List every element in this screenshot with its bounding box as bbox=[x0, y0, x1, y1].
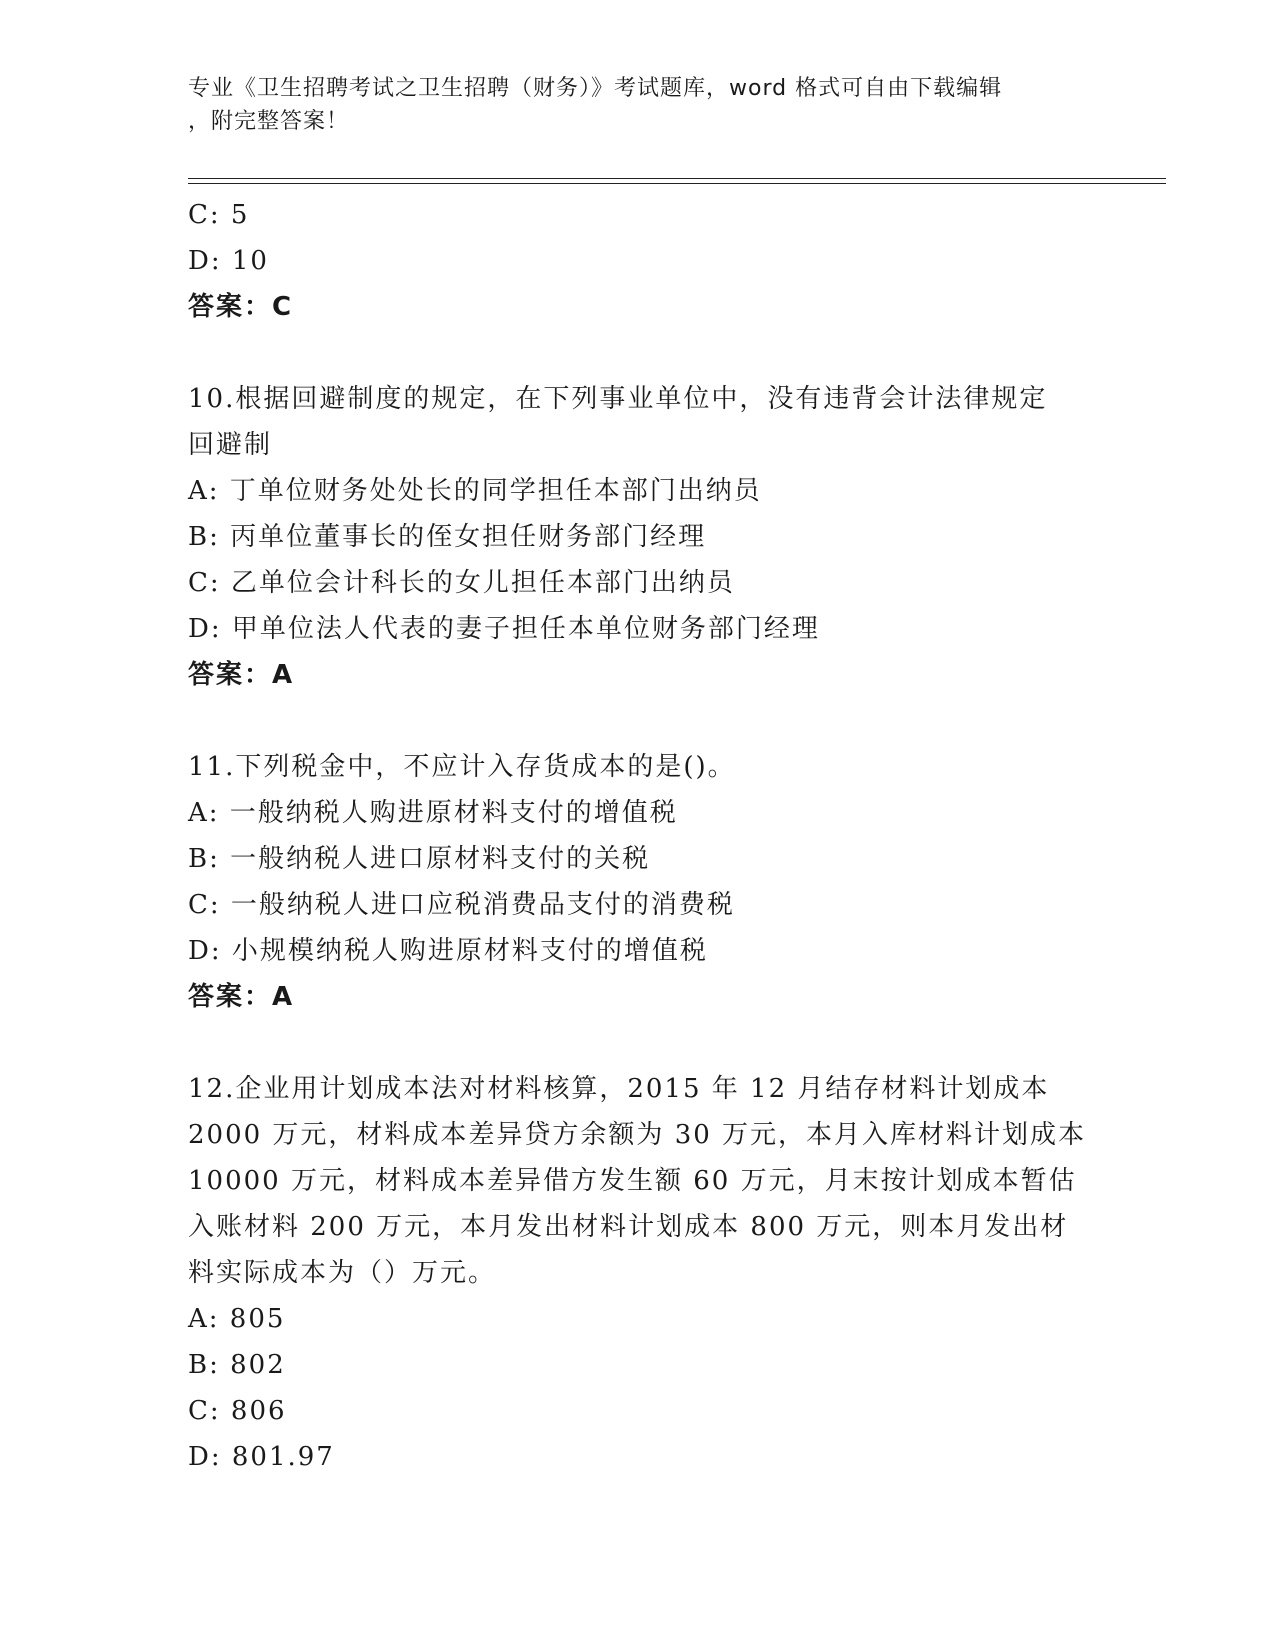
option-d: D: 10 bbox=[188, 246, 269, 276]
option-a: A: 805 bbox=[188, 1304, 286, 1334]
question-text-line-2: 回避制 bbox=[188, 430, 273, 460]
question-text-line-1: 11.下列税金中，不应计入存货成本的是()。 bbox=[188, 752, 736, 782]
option-c: C: 5 bbox=[188, 200, 250, 230]
header-line-1: 专业《卫生招聘考试之卫生招聘（财务）》考试题库，word 格式可自由下载编辑 bbox=[188, 76, 1003, 101]
option-d: D: 甲单位法人代表的妻子担任本单位财务部门经理 bbox=[188, 614, 820, 644]
header-line-2: ，附完整答案！ bbox=[188, 109, 350, 134]
question-text-line-1: 12.企业用计划成本法对材料核算，2015 年 12 月结存材料计划成本 bbox=[188, 1074, 1050, 1104]
question-list bbox=[188, 192, 1088, 1480]
question-11 bbox=[188, 744, 1088, 1020]
option-c: C: 806 bbox=[188, 1396, 287, 1426]
answer: 答案：A bbox=[188, 660, 295, 690]
option-b: B: 802 bbox=[188, 1350, 286, 1380]
question-text-line-3: 10000 万元，材料成本差异借方发生额 60 万元，月末按计划成本暂估 bbox=[188, 1166, 1077, 1196]
answer: 答案：A bbox=[188, 982, 295, 1012]
answer: 答案：C bbox=[188, 292, 294, 322]
option-d: D: 801.97 bbox=[188, 1442, 335, 1472]
option-d: D: 小规模纳税人购进原材料支付的增值税 bbox=[188, 936, 708, 966]
question-12 bbox=[188, 1066, 1088, 1480]
header-divider-bottom bbox=[188, 183, 1166, 184]
question-text-line-1: 10.根据回避制度的规定，在下列事业单位中，没有违背会计法律规定 bbox=[188, 384, 1048, 414]
question-text-line-2: 2000 万元，材料成本差异贷方余额为 30 万元，本月入库材料计划成本 bbox=[188, 1120, 1087, 1150]
question-text-line-5: 料实际成本为（）万元。 bbox=[188, 1258, 497, 1288]
option-a: A: 一般纳税人购进原材料支付的增值税 bbox=[188, 798, 678, 828]
option-b: B: 丙单位董事长的侄女担任财务部门经理 bbox=[188, 522, 707, 552]
option-c: C: 一般纳税人进口应税消费品支付的消费税 bbox=[188, 890, 735, 920]
option-b: B: 一般纳税人进口原材料支付的关税 bbox=[188, 844, 651, 874]
option-a: A: 丁单位财务处处长的同学担任本部门出纳员 bbox=[188, 476, 762, 506]
option-c: C: 乙单位会计科长的女儿担任本部门出纳员 bbox=[188, 568, 735, 598]
header-divider-top bbox=[188, 178, 1166, 179]
previous-question bbox=[188, 192, 1088, 330]
question-text-line-4: 入账材料 200 万元，本月发出材料计划成本 800 万元，则本月发出材 bbox=[188, 1212, 1069, 1242]
document-header bbox=[188, 72, 1088, 138]
question-10 bbox=[188, 376, 1088, 698]
